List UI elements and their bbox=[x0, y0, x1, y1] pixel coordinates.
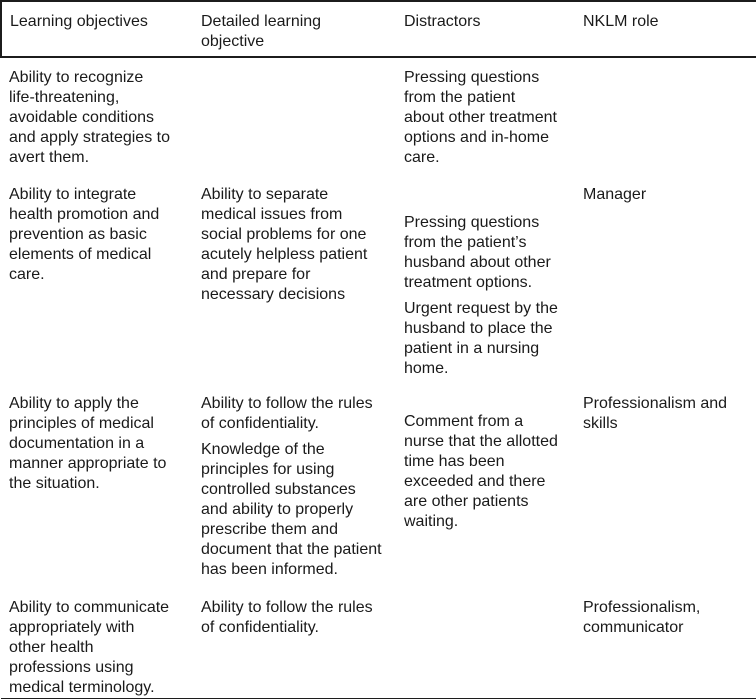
table-row bbox=[1, 57, 756, 168]
cell-nklm-role bbox=[575, 580, 756, 699]
distractor-text: Comment from a nurse that the allotted time has been exceeded and there are other patients waiting. bbox=[404, 413, 558, 530]
detailed-objective-text: Ability to follow the rules of confidentiality. bbox=[201, 395, 373, 432]
cell-distractors bbox=[396, 57, 575, 168]
column-header-learning-objectives: Learning objectives bbox=[1, 1, 193, 57]
cell-detailed-objective bbox=[193, 168, 396, 379]
column-header-nklm-role: NKLM role bbox=[575, 1, 756, 57]
nklm-role-text: Manager bbox=[583, 186, 647, 203]
cell-nklm-role bbox=[575, 168, 756, 379]
table-header bbox=[1, 1, 756, 57]
cell-nklm-role bbox=[575, 379, 756, 580]
column-header-distractors: Distractors bbox=[396, 1, 575, 57]
table-row bbox=[1, 580, 756, 699]
table-body bbox=[1, 57, 756, 699]
table-row bbox=[1, 379, 756, 580]
cell-detailed-objective bbox=[193, 379, 396, 580]
distractor-text: Pressing questions from the patient about other treatment options and in-home care. bbox=[404, 69, 557, 166]
detailed-objective-text: Ability to follow the rules of confidentiality. bbox=[201, 599, 373, 636]
learning-objective-text: Ability to integrate health promotion and prevention as basic elements of medical care. bbox=[9, 186, 160, 283]
cell-detailed-objective bbox=[193, 580, 396, 699]
nklm-role-text: Professionalism and skills bbox=[583, 395, 728, 432]
table-row bbox=[1, 168, 756, 379]
header-row bbox=[1, 1, 756, 57]
column-header-detailed-learning-objective: Detailed learning objective bbox=[193, 1, 396, 57]
cell-nklm-role bbox=[575, 57, 756, 168]
cell-distractors bbox=[396, 580, 575, 699]
cell-distractors bbox=[396, 379, 575, 580]
detailed-objective-text: Ability to separate medical issues from social problems for one acutely helpless patient and prepare for necessary decisions bbox=[201, 186, 368, 303]
distractor-text: Urgent request by the husband to place the patient in a nursing home. bbox=[404, 300, 558, 377]
cell-learning-objective bbox=[1, 379, 193, 580]
cell-detailed-objective bbox=[193, 57, 396, 168]
learning-objective-text: Ability to communicate appropriately with other health professions using medical terminology. bbox=[9, 599, 170, 696]
detailed-objective-text: Knowledge of the principles for using controlled substances and ability to properly prescribe them and document that the patient has been informed. bbox=[201, 441, 382, 578]
distractor-text: Pressing questions from the patient’s husband about other treatment options. bbox=[404, 214, 551, 291]
nklm-role-text: Professionalism, communicator bbox=[583, 599, 701, 636]
learning-objective-text: Ability to apply the principles of medical documentation in a manner appropriate to the situation. bbox=[9, 395, 167, 492]
cell-distractors bbox=[396, 168, 575, 379]
cell-learning-objective bbox=[1, 57, 193, 168]
cell-learning-objective bbox=[1, 580, 193, 699]
learning-objective-text: Ability to recognize life-threatening, avoidable conditions and apply strategies to avert them. bbox=[9, 69, 170, 166]
cell-learning-objective bbox=[1, 168, 193, 379]
